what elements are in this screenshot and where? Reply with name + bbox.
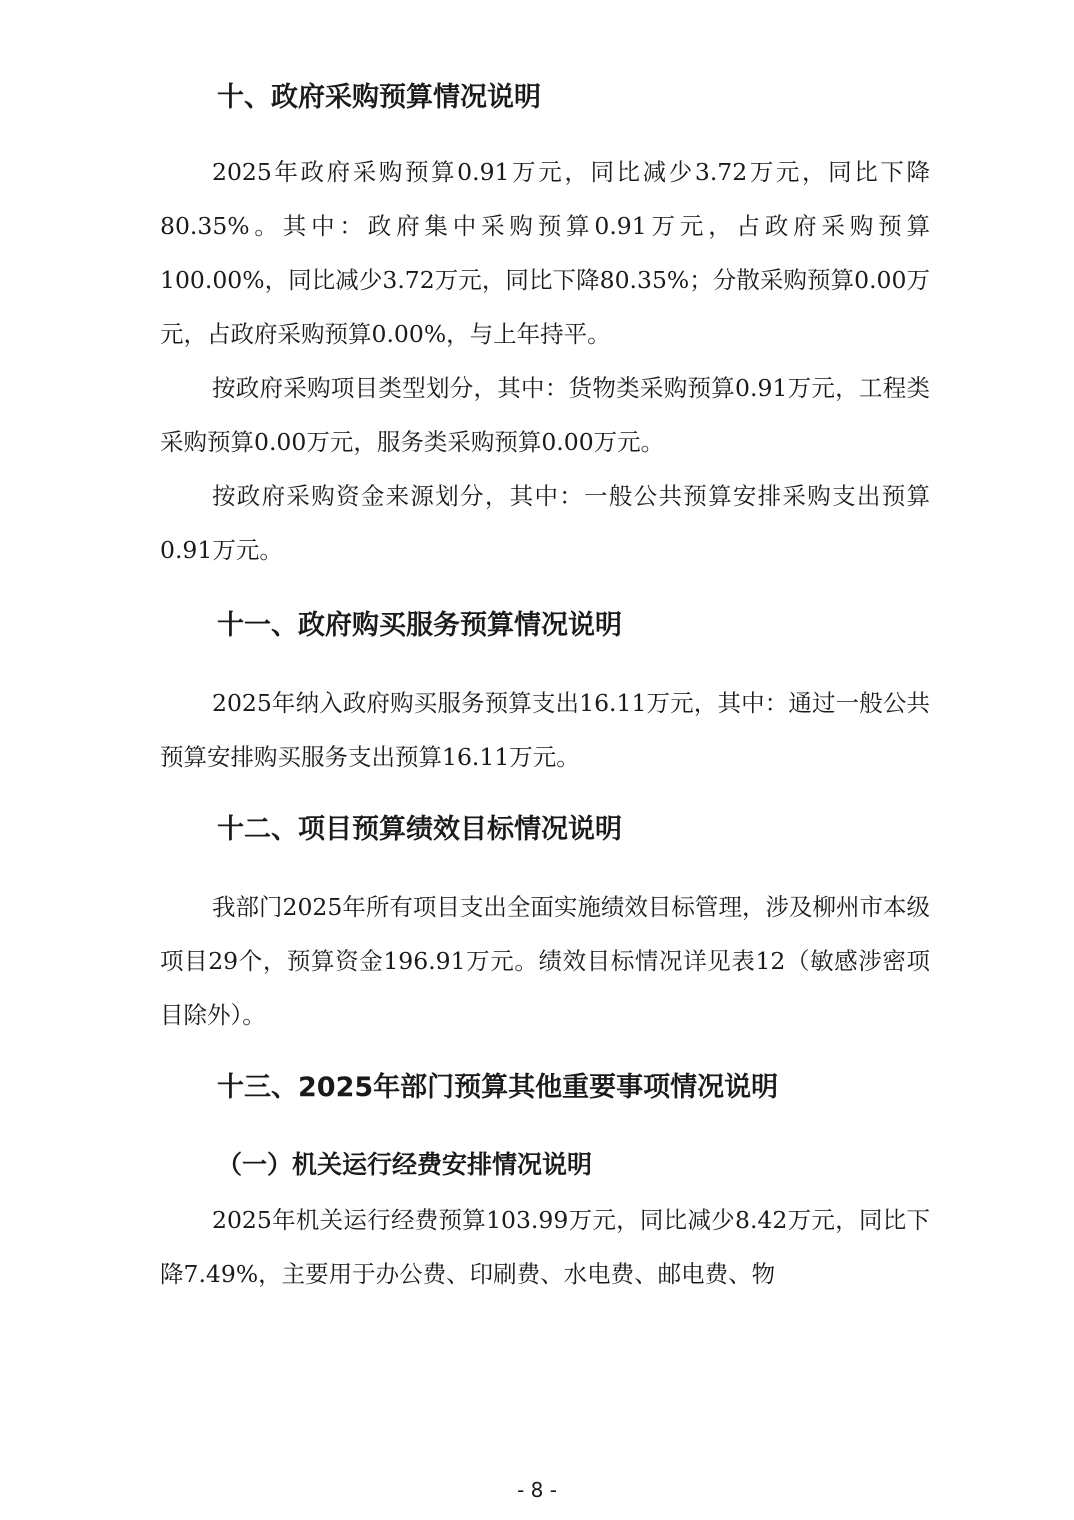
section-11-heading: 十一、政府购买服务预算情况说明 xyxy=(217,610,622,641)
section-11-paragraph-1: 2025年纳入政府购买服务预算支出16.11万元，其中：通过一般公共预算安排购买服务支出预算16.11万元。 xyxy=(160,689,930,771)
section-12-heading: 十二、项目预算绩效目标情况说明 xyxy=(217,814,622,845)
section-10-paragraph-2: 按政府采购项目类型划分，其中：货物类采购预算0.91万元，工程类采购预算0.00万元，服务类采购预算0.00万元。 xyxy=(160,374,930,456)
section-10-paragraph-1: 2025年政府采购预算0.91万元，同比减少3.72万元，同比下降80.35%。其中：政府集中采购预算0.91万元，占政府采购预算100.00%，同比减少3.72万元，同比下降80.35%；分散采购预算0.00万元，占政府采购预算0.00%，与上年持平。 xyxy=(160,158,930,348)
section-13-heading: 十三、2025年部门预算其他重要事项情况说明 xyxy=(217,1072,779,1103)
section-10-paragraph-3: 按政府采购资金来源划分，其中：一般公共预算安排采购支出预算0.91万元。 xyxy=(160,482,930,564)
section-13-sub1-paragraph-1: 2025年机关运行经费预算103.99万元，同比减少8.42万元，同比下降7.49%，主要用于办公费、印刷费、水电费、邮电费、物 xyxy=(160,1206,930,1288)
section-10-heading: 十、政府采购预算情况说明 xyxy=(217,82,541,113)
page-number: - 8 - xyxy=(517,1478,557,1502)
section-13-subheading-1: （一）机关运行经费安排情况说明 xyxy=(217,1150,593,1179)
section-12-paragraph-1: 我部门2025年所有项目支出全面实施绩效目标管理，涉及柳州市本级项目29个，预算资金196.91万元。绩效目标情况详见表12（敏感涉密项目除外）。 xyxy=(160,893,930,1029)
